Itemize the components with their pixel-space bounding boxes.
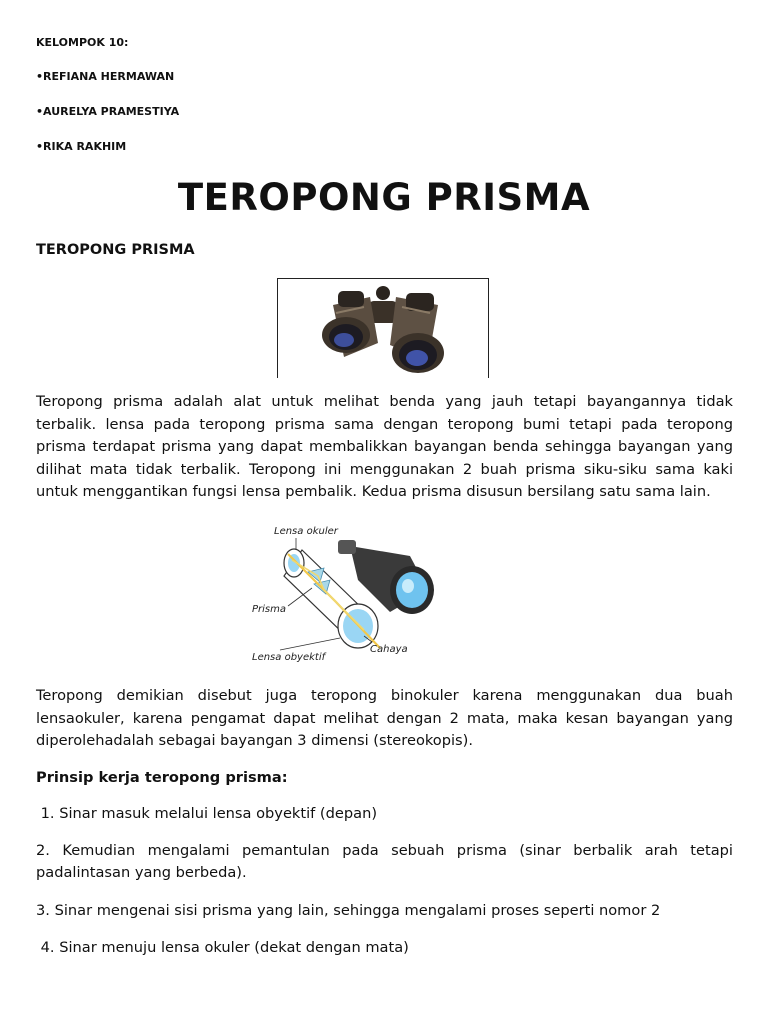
label-lensa-okuler: Lensa okuler — [274, 526, 338, 537]
member-3: •RIKA RAKHIM — [36, 140, 127, 153]
paragraph-binocular: Teropong demikian disebut juga teropong binokuler karena menggunakan dua buah lensaokuler, karena pengamat dapat melihat dengan 2 mata, maka kesan bayangan yang diperolehadalah sebagai bayangan 3 dimensi (stereokopis). — [36, 687, 733, 749]
step-2: 2. Kemudian mengalami pemantulan pada sebuah prisma (sinar berbalik arah tetapi padalintasan yang berbeda). — [36, 842, 733, 881]
paragraph-definition: Teropong prisma adalah alat untuk melihat benda yang jauh tetapi bayangannya tidak terbalik. lensa pada teropong prisma sama dengan teropong bumi tetapi pada teropong prisma terdapat prisma yang dapat membalikkan bayangan benda sehingga bayangan yang dilihat mata tidak terbalik. Teropong ini menggunakan 2 buah prisma siku-siku sama kaki untuk menggantikan fungsi lensa pembalik. Kedua prisma disusun bersilang satu sama lain. — [36, 393, 733, 500]
member-1: •REFIANA HERMAWAN — [36, 70, 175, 83]
label-lensa-obyektif: Lensa obyektif — [252, 652, 326, 663]
binoculars-image — [277, 278, 489, 378]
page-title: TEROPONG PRISMA — [177, 176, 591, 219]
step-4: 4. Sinar menuju lensa okuler (dekat dengan mata) — [36, 939, 409, 956]
step-3: 3. Sinar mengenai sisi prisma yang lain, sehingga mengalami proses seperti nomor 2 — [36, 902, 661, 919]
label-prisma: Prisma — [252, 604, 286, 615]
group-label: KELOMPOK 10: — [36, 36, 129, 49]
binoculars-icon — [278, 279, 490, 379]
section-subtitle: TEROPONG PRISMA — [36, 242, 195, 258]
member-2: •AURELYA PRAMESTIYA — [36, 105, 180, 118]
principle-heading: Prinsip kerja teropong prisma: — [36, 769, 288, 786]
prism-diagram — [240, 520, 440, 668]
label-cahaya: Cahaya — [370, 644, 408, 655]
step-1: 1. Sinar masuk melalui lensa obyektif (depan) — [36, 805, 378, 822]
